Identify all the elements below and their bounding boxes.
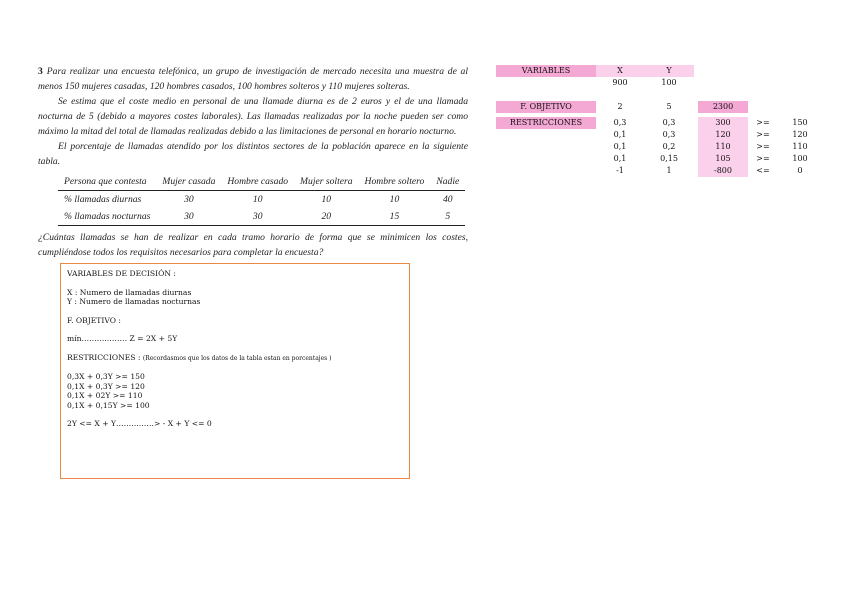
- restriction-operator[interactable]: >=: [756, 118, 770, 127]
- restriction-line: 0,1X + 02Y >= 110: [67, 391, 143, 400]
- restriction-operator[interactable]: >=: [756, 130, 770, 139]
- objective-formula: mín……………… Z = 2X + 5Y: [67, 334, 178, 343]
- x-label: X: [617, 66, 623, 75]
- restrictions-note: (Recordasmos que los datos de la tabla estan en porcentajes ): [142, 354, 332, 362]
- restriction-operator[interactable]: >=: [756, 142, 770, 151]
- restriction-rhs[interactable]: 110: [792, 142, 808, 151]
- restriction-coef-x[interactable]: 0,3: [613, 118, 627, 127]
- objective-title: F. OBJETIVO :: [67, 315, 121, 325]
- restriction-operator[interactable]: >=: [756, 154, 770, 163]
- restriction-coef-y[interactable]: 0,2: [662, 142, 676, 151]
- x-definition: X : Numero de llamadas diurnas: [67, 287, 192, 297]
- restriction-coef-x[interactable]: 0,1: [613, 142, 627, 151]
- problem-question: ¿Cuántas llamadas se han de realizar en cada tramo horario de forma que se minimicen los costes, cumpliéndose todos los requisitos necesarios para completar la encuesta?: [38, 232, 468, 258]
- restrictions-label-cell[interactable]: RESTRICCIONES: [496, 117, 596, 129]
- restriction-coef-y[interactable]: 0,3: [662, 118, 676, 127]
- restriction-line: 0,3X + 0,3Y >= 150: [67, 372, 145, 381]
- table-cell: 10: [389, 194, 400, 205]
- table-row: [58, 191, 465, 209]
- y-label: Y: [666, 66, 672, 75]
- objective-value-cell[interactable]: 2300: [698, 101, 748, 113]
- objective-label-cell[interactable]: F. OBJETIVO: [496, 101, 596, 113]
- restriction-lhs[interactable]: 120: [698, 129, 748, 141]
- x-label-cell[interactable]: [596, 65, 694, 77]
- restriction-lhs[interactable]: 105: [698, 153, 748, 165]
- restriction-coef-y[interactable]: 0,3: [662, 130, 676, 139]
- restriction-coef-y[interactable]: 1: [666, 166, 672, 175]
- table-cell: % llamadas nocturnas: [58, 208, 156, 226]
- problem-paragraph-2: Se estima que el coste medio en personal de una llamade diurna es de 2 euros y el de una llamada nocturna de 5 (debido a mayores costes laborales). Las llamadas realizadas por la noche pueden ser como máximo la mitad del total de llamadas realizadas debido a las limitaciones de personal en horario nocturno.: [38, 96, 468, 137]
- table-cell: 30: [184, 194, 194, 205]
- table-cell: 20: [294, 208, 359, 226]
- restrictions-heading: [67, 353, 403, 364]
- restriction-coef-x[interactable]: 0,1: [613, 130, 627, 139]
- table-header: Mujer casada: [156, 173, 221, 191]
- objective-y-cell[interactable]: 5: [666, 102, 672, 111]
- table-cell: 30: [221, 208, 294, 226]
- table-header: Persona que contesta: [58, 173, 156, 191]
- restriction-lhs[interactable]: 110: [698, 141, 748, 153]
- table-cell: % llamadas diurnas: [64, 194, 142, 205]
- table-cell: 30: [156, 208, 221, 226]
- problem-number: 3: [38, 66, 43, 77]
- table-cell: 10: [321, 194, 332, 205]
- table-header: Mujer soltera: [294, 173, 359, 191]
- variables-label-cell[interactable]: VARIABLES: [496, 65, 596, 77]
- objective-x-cell[interactable]: 2: [617, 102, 623, 111]
- restriction-lhs[interactable]: 300: [698, 117, 748, 129]
- restriction-rhs[interactable]: 100: [792, 154, 808, 163]
- y-definition: Y : Numero de llamadas nocturnas: [67, 297, 201, 306]
- table-header: Hombre casado: [221, 173, 294, 191]
- restriction-operator[interactable]: <=: [756, 166, 770, 175]
- table-cell: 15: [359, 208, 431, 226]
- problem-paragraph-1: 3 Para realizar una encuesta telefónica, un grupo de investigación de mercado necesita una muestra de al menos 150 mujeres casadas, 120 hombres casados, 100 hombres solteros y 110 mujeres solteras.: [38, 66, 468, 92]
- y-value-cell[interactable]: 100: [661, 78, 677, 87]
- problem-paragraph-3: El porcentaje de llamadas atendido por los distintos sectores de la población aparece en la siguiente tabla.: [38, 141, 468, 167]
- problem-statement: [38, 64, 468, 260]
- restriction-rhs[interactable]: 0: [797, 166, 803, 175]
- table-header: Nadie: [430, 173, 465, 191]
- percentage-table: [58, 173, 465, 226]
- table-cell: 5: [430, 208, 465, 226]
- restriction-lhs[interactable]: -800: [698, 165, 748, 177]
- restriction-coef-x[interactable]: -1: [616, 166, 624, 175]
- table-header-row: [58, 173, 465, 191]
- table-header: Hombre soltero: [359, 173, 431, 191]
- table-row: [58, 208, 465, 226]
- model-text-box[interactable]: [60, 263, 410, 479]
- restriction-rhs[interactable]: 150: [792, 118, 808, 127]
- restriction-line: 2Y <= X + Y……………> - X + Y <= 0: [67, 419, 212, 428]
- restrictions-title: RESTRICCIONES :: [67, 352, 141, 362]
- decision-variables-title: VARIABLES DE DECISIÓN :: [67, 269, 176, 278]
- restriction-rhs[interactable]: 120: [792, 130, 808, 139]
- restriction-coef-x[interactable]: 0,1: [613, 154, 627, 163]
- table-cell: 40: [442, 194, 453, 205]
- restriction-coef-y[interactable]: 0,15: [660, 154, 678, 163]
- restriction-line: 0,1X + 0,15Y >= 100: [67, 400, 150, 410]
- restriction-line: 0,1X + 0,3Y >= 120: [67, 381, 145, 391]
- table-cell: 10: [252, 194, 263, 205]
- x-value-cell[interactable]: 900: [612, 78, 628, 87]
